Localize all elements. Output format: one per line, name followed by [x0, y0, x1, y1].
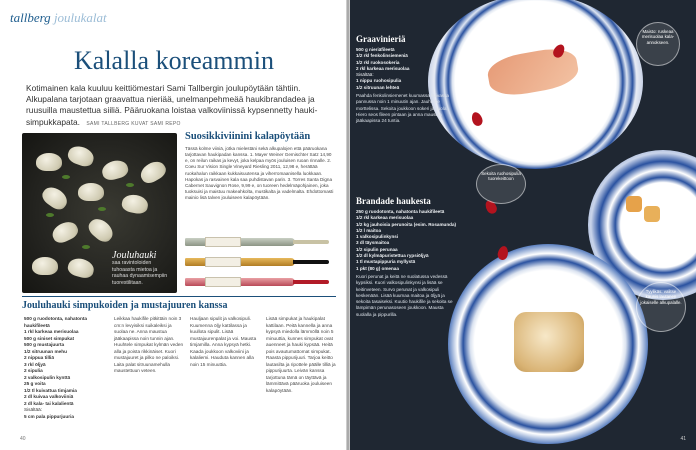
recipe-ingredient-item: 1 rkl karkeaa merisuolaa: [24, 329, 79, 334]
article-lead: [26, 83, 326, 130]
wine-bottle-3: [185, 272, 335, 288]
graavi-ingredient-item: 2 rkl karkeaa merisuolaa: [356, 65, 410, 71]
section-label: tallberg: [10, 10, 51, 25]
recipe-ingredient-item: 5 cm pala pippurjuuria: [24, 413, 75, 419]
recipe-ingredient-item: 500 g ruodotonta, nahatonta haukifileetä: [24, 316, 88, 328]
spine: [346, 0, 350, 450]
brandade-ingredient-item: 250 g ruodotonta, nahatonta haukifileetä: [356, 209, 445, 214]
wine-heading: Suosikkiviinini kalapöytään: [185, 131, 311, 142]
section-header: [10, 10, 107, 26]
brandade-ingredient-item: 1 tl mustapippuria myllystä: [356, 259, 416, 265]
graavi-ingredient-item: 1 nippu ruohosipulia: [356, 78, 402, 84]
photo-caption-text: saa ravintoloiden tuhoaasta mietoa ja rauhaa dynaamisempiin tuorestilitaan.: [112, 260, 168, 286]
recipe-ingredient-item: Sisältää:: [24, 407, 42, 412]
recipe-col-3-a: Lisää simpukat ja haukipalat kattilaan. Peitä kannella ja anna kypsyä miedolla lämmöllä noin 5 minuuttia, kunnes simpukat ovat auenneet ja hauki kypsää. Heitä pois avautumattomat simpukat.: [266, 316, 334, 354]
recipe-ingredient-item: 2 nippua tilliä: [24, 355, 54, 360]
graavi-ingredient-item: 1/2 rkl ruokosokeria: [356, 59, 400, 65]
brandade-ingredient-item: 1/2 kg jauhoisia perunoita (esim. Rosamunda): [356, 221, 457, 227]
brandade-ingredient-item: 3 dl täysmaitoa: [356, 240, 390, 246]
brandade-ingredient-item: 1 pkt (80 g) omenaa: [356, 265, 399, 271]
graavi-recipe: [356, 34, 456, 125]
graavi-ingredient-item: 500 g nieriäfileetä: [356, 47, 395, 52]
caption-bubble-1: Maisto: ruskeaa merisuolaa kala-annokseen.: [636, 22, 680, 66]
caption-bubble-3: Tyylikäs: valitse kaunis lautanen jokaiselle alkupalalle.: [636, 282, 686, 332]
graavi-heading: Graavinieriä: [356, 34, 406, 44]
brandade-ingredient-item: 1 valkosipulinkynsi: [356, 234, 399, 240]
brandade-dish: [514, 312, 584, 372]
right-page: [348, 0, 696, 450]
graavi-ingredients: [356, 47, 456, 91]
recipe-col-2: Hauljaan sipulit ja valkosipuli. Kuumenna öljy kattilassa ja kuullota sipulit. Lisää mustajuurenpalat ja voi. Mausta timjamilla. Anna kypsyä hetki. Kaada joukkoon valkoviini ja kalaliemi. Hauduta kannen alla noin 15 minuuttia.: [190, 316, 257, 367]
brandade-ingredients: [356, 209, 460, 272]
brandade-heading: Brandade haukesta: [356, 196, 431, 206]
recipe-ingredient-item: 500 g siniset simpukat: [24, 335, 75, 341]
recipe-ingredient-item: 2 sipulia: [24, 368, 43, 373]
brandade-ingredient-item: 1/2 l maitoa: [356, 227, 382, 233]
recipe-title: Jouluhauki simpukoiden ja mustajuuren kanssa: [22, 300, 228, 311]
recipe-ingredient-item: 3 rkl öljyä: [24, 361, 46, 367]
page-number-left: 40: [20, 436, 26, 442]
recipe-ingredient-item: 2 dl kala- tai kalalientä: [24, 400, 74, 406]
recipe-ingredient-item: 500 g mustajuurta: [24, 342, 65, 347]
graavi-text: Paahda fenkolinsiemenet kuumassa kuivassa pannussa noin 1 minuutin ajan. Jauha ne morttelissa. Sekoita joukkoon sokeri ja suola. Hiero seos fileen pintaan ja anna maustua jääkaapissa 24 tuntia.: [356, 93, 449, 124]
brandade-text: Kuori perunat ja keitä ne suolatussa vedessä kypsiksi. Kuori valkosipulinkynsi ja lisää se keitinveteen. Survo perunat ja valkosipuli keskenään. Lisää kuumaa maitoa ja öljyä ja sekoita tasaiseksi. Kuutio haukifile ja sekoita se lämpimän perunasoseen joukkoon. Mausta suolalla ja pippurilla.: [356, 273, 453, 317]
recipe-ingredients: [24, 316, 110, 420]
page-number-right: 41: [680, 436, 686, 442]
recipe-ingredient-item: 1/2 tl kuivattua timjamia: [24, 387, 77, 393]
recipe-ingredient-item: 25 g voita: [24, 381, 46, 386]
dumplings-photo: [22, 133, 177, 293]
graavi-ingredient-item: 1/2 rkl fenkolinsiemeniä: [356, 53, 408, 59]
wine-text: Tässä kolme viiniä, jotka mielestäni sekä alkupalojen että pääruokana tarjottavan haukipadan kanssa. 1. Mayer Weiner Gemischter Satz 14,90 e, on reilun raikas ja kevyt, joka kelpaa myös jouluisen ruoan rinnalle. 2. Coeu Sur Vision Single Vineyard Riesling 2011, 12,98 e, herättää ruokahalun raikkaan kukkaisuutensa ja viherromaanisella luokkaan. Hapokas ja rasvainen kala saa puhdistavan parin. 3. Torres Santa Digna Cabernet Sauvignon Rose, 9,99 e, on tuoreen hedelmäpohjainen, joka tuoksuisi ja maistuu makeahkolta, mustikalta ja vadelmalta. Ehdottomasti mainio lisä talven jouluiseen kalapöytään.: [185, 146, 334, 201]
wine-bottle-2: [185, 252, 335, 268]
wine-bottle-1: [185, 232, 335, 248]
caption-bubble-2: Sekoita ruohosipulia tuorekeittoon: [476, 164, 526, 204]
recipe-ingredient-item: 2 valkosipulin kynttä: [24, 374, 71, 380]
recipe-col-1: Leikkaa haukifile pitkittäin noin 3 cm:n levyisiksi suikaleiksi ja suolaa ne. Anna maustua jääkaapissa noin tunnin ajan. Huuhtele simpukat kylmän veden alla ja poista rikkinäiset. Kuori mustajuuret ja pilko ne paloiksi. Laita palat sitruunamehulla maustettuun veteen.: [114, 316, 184, 373]
recipe-ingredient-item: 2 dl kuivaa valkoviiniä: [24, 394, 74, 399]
recipe-col-3: [266, 316, 336, 394]
brandade-ingredient-item: 1/2 rkl karkeaa merisuolaa: [356, 215, 414, 221]
recipe-ingredient-item: 1/2 sitruunan mehu: [24, 348, 67, 354]
recipe-col-3-b: Raasta pippurijuuri. Tarjoa keitto lautasilta ja ripottele päälle tilliä ja pippurijuurta. Leivän kanssa tarjottuna tämä on täyttävä ja lämmittävä pääruoka jouluiseen kalapöytään.: [266, 355, 336, 393]
section-tag: joulukalat: [53, 10, 107, 25]
brandade-recipe: [356, 196, 460, 318]
brandade-ingredient-item: 1/2 dl kylmäpuristettua rypsiöljyä: [356, 253, 429, 259]
photo-caption: [112, 250, 172, 286]
photo-caption-title: Jouluhauki: [112, 250, 157, 261]
graavi-ingredient-item: 1/2 sitruunan lehteä: [356, 84, 400, 90]
lead-text: Kotimainen kala kuuluu keittiömestari Sami Tallbergin joulupöytään tähtiin. Alkupalana tarjotaan graavattua nieriää, unelmanpehmeää haukibrandadea ja ruusuilla maustettua siiliä. Pääruokana loistaa valkoviinissä kypsennetty hauki-simpukkapata.: [26, 83, 318, 127]
brandade-ingredient-item: 1/2 sipulin perunaa: [356, 246, 398, 252]
graavi-ingredient-item: Sisältää:: [356, 72, 374, 78]
article-title: Kalalla koreammin: [74, 46, 274, 75]
byline: SAMI TALLBERG KUVAT SAMI REPO: [86, 120, 181, 127]
recipe-rule: [22, 296, 336, 297]
